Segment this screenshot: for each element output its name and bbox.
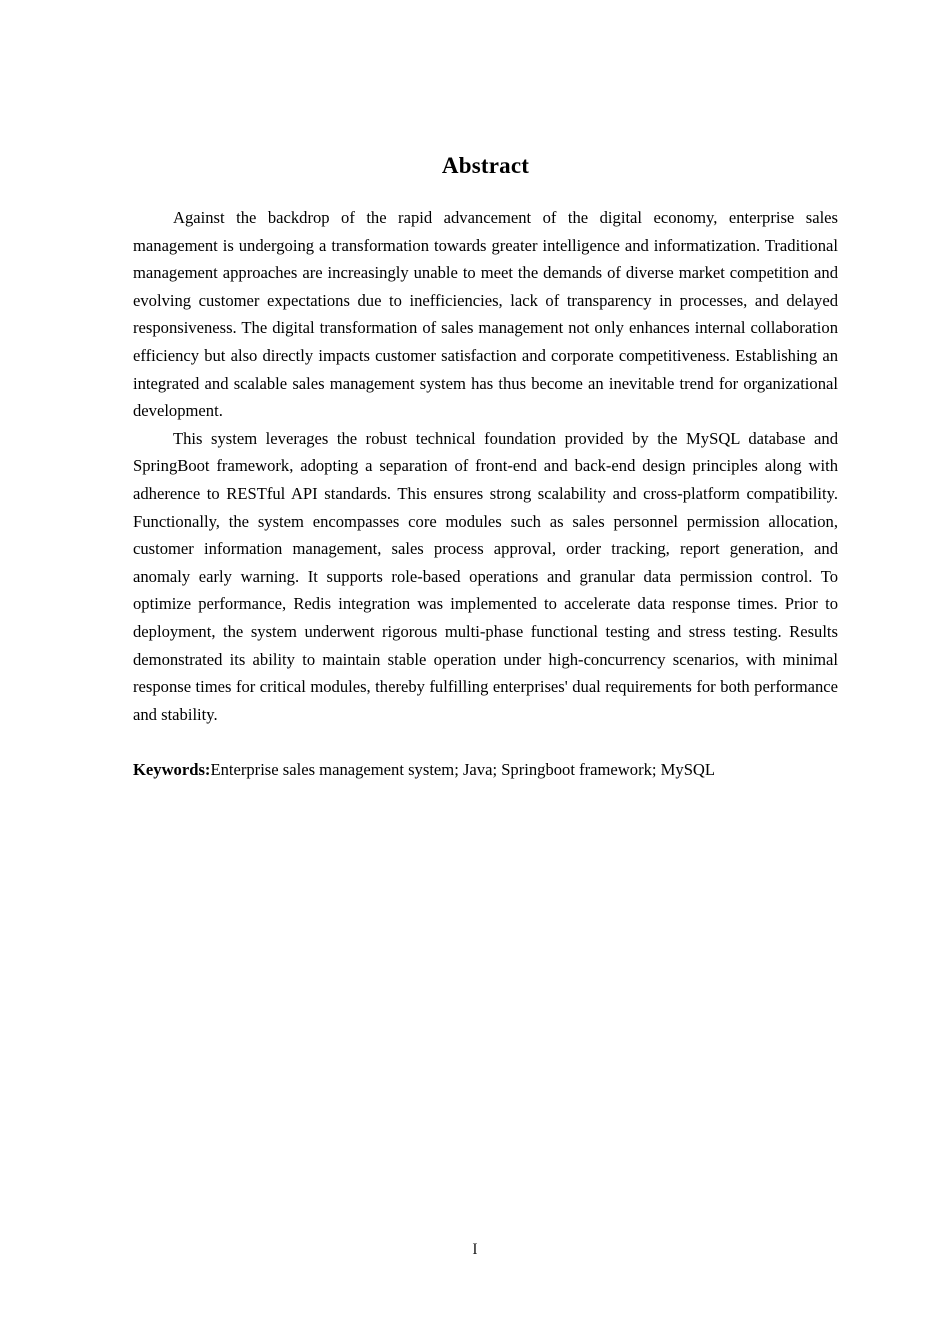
keywords-label: Keywords: [133, 759, 211, 779]
abstract-paragraph-1: Against the backdrop of the rapid advancement of the digital economy, enterprise sales management is undergoing a transformation towards greater intelligence and informatization. Traditional management approaches are increasingly unable to meet the demands of diverse market competition and evolving customer expectations due to inefficiencies, lack of transparency in processes, and delayed responsiveness. The digital transformation of sales management not only enhances internal collaboration efficiency but also directly impacts customer satisfaction and corporate competitiveness. Establishing an integrated and scalable sales management system has thus become an inevitable trend for organizational development. [133, 208, 838, 421]
page-content [133, 0, 838, 783]
abstract-paragraph-2: This system leverages the robust technical foundation provided by the MySQL database and SpringBoot framework, adopting a separation of front-end and back-end design principles along with adherence to RESTful API standards. This ensures strong scalability and cross-platform compatibility. Functionally, the system encompasses core modules such as sales personnel permission allocation, customer information management, sales process approval, order tracking, report generation, and anomaly early warning. It supports role-based operations and granular data permission control. To optimize performance, Redis integration was implemented to accelerate data response times. Prior to deployment, the system underwent rigorous multi-phase functional testing and stress testing. Results demonstrated its ability to maintain stable operation under high-concurrency scenarios, with minimal response times for critical modules, thereby fulfilling enterprises' dual requirements for both performance and stability. [133, 428, 838, 724]
keywords-value: Enterprise sales management system; Java; Springboot framework; MySQL [210, 759, 716, 779]
page-number: I [472, 1241, 478, 1258]
keywords-line [133, 756, 838, 784]
abstract-body [133, 204, 838, 783]
page-title: Abstract [441, 153, 530, 178]
